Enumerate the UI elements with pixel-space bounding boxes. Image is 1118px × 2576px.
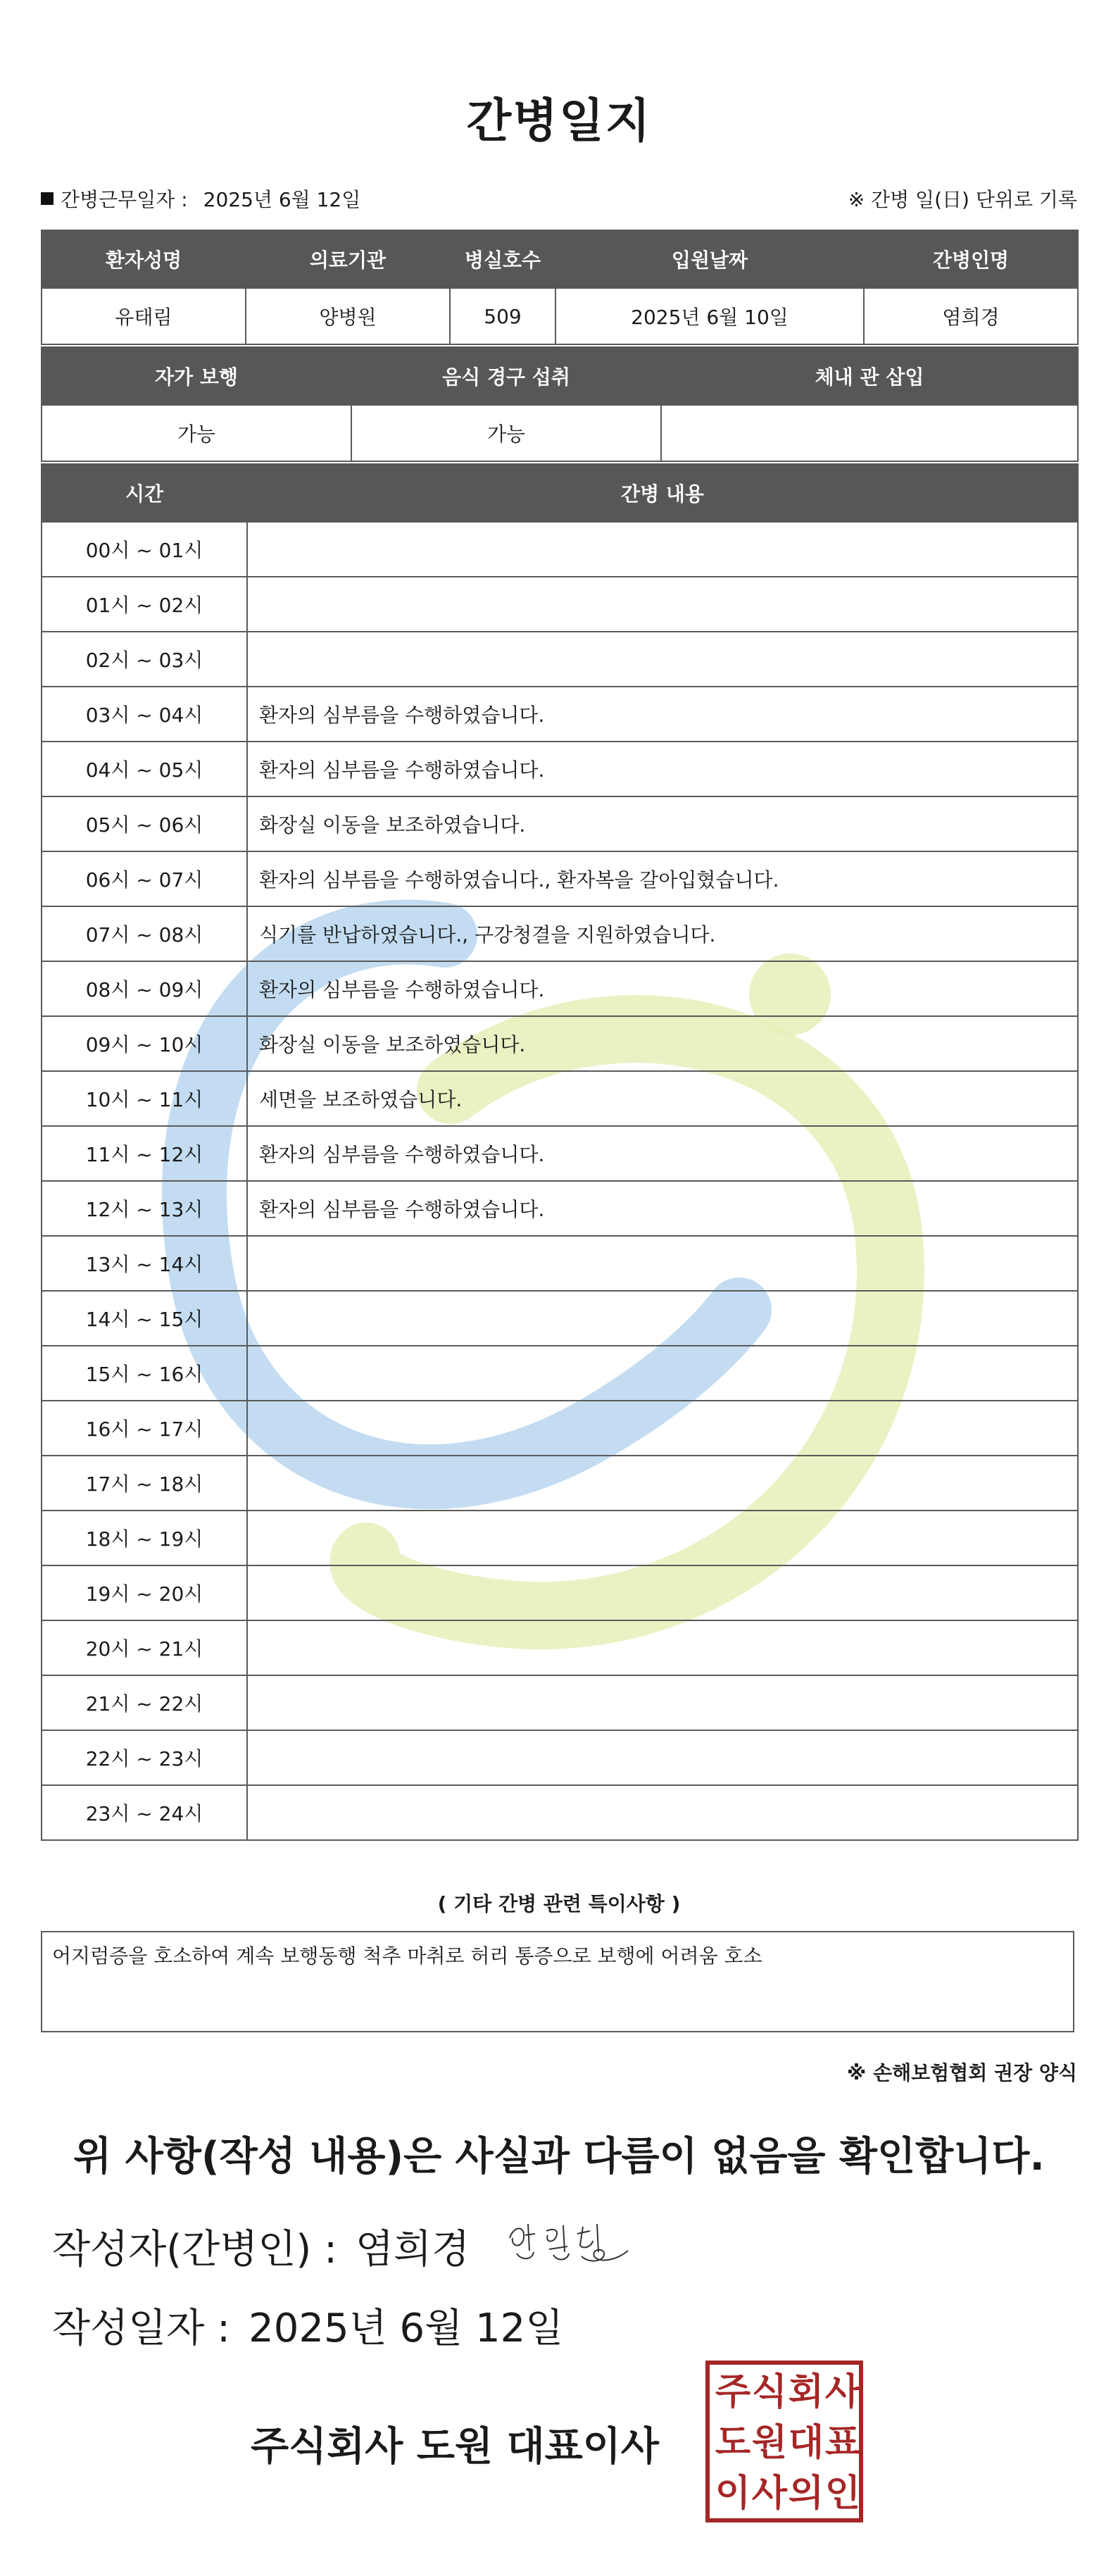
care-log-row [42,1016,1078,1071]
written-date-label: 작성일자 : [52,2306,231,2351]
care-log-time: 16시 ~ 17시 [42,1401,247,1456]
document-title: 간병일지 [466,94,652,148]
seal-char: 사 [751,2472,788,2515]
care-log-row [42,961,1078,1016]
care-log-content [247,1236,1078,1291]
care-log-row [42,522,1078,577]
care-log-row [42,742,1078,796]
care-log-content [247,1620,1078,1675]
care-log-time: 05시 ~ 06시 [42,796,247,851]
care-log-row [42,1126,1078,1181]
care-log-time: 18시 ~ 19시 [42,1511,247,1565]
written-date-value: 2025년 6월 12일 [249,2306,564,2351]
seal-char: 원 [751,2422,788,2464]
ability-table [41,346,1079,462]
recommend-note: ※ 손해보험협회 권장 양식 [847,2061,1077,2084]
care-log-row [42,1346,1078,1401]
care-log-row [42,1785,1078,1840]
seal-char: 사 [824,2371,861,2413]
care-log-row [42,1565,1078,1620]
care-log-row [42,796,1078,851]
care-log-time: 12시 ~ 13시 [42,1181,247,1236]
seal-char: 식 [751,2371,788,2413]
care-log-content: 환자의 심부름을 수행하였습니다. [247,1126,1078,1181]
seal-char: 주 [715,2371,751,2413]
header-admission-date: 입원날짜 [555,230,864,288]
care-log-row [42,1456,1078,1511]
care-log-content: 환자의 심부름을 수행하였습니다. [247,687,1078,742]
care-log-row [42,1071,1078,1126]
record-note: ※ 간병 일(日) 단위로 기록 [848,188,1077,211]
care-log-time: 09시 ~ 10시 [42,1016,247,1071]
header-oral-intake: 음식 경구 섭취 [351,347,661,405]
patient-name: 유태림 [42,288,246,344]
care-log-content [247,1291,1078,1346]
company-representative: 주식회사 도원 대표이사 [251,2424,659,2470]
square-bullet-icon [41,192,54,205]
work-date-label: 간병근무일자 : [61,188,188,211]
work-date-line [41,185,1077,220]
care-log-time: 14시 ~ 15시 [42,1291,247,1346]
writer-line [52,2218,470,2275]
care-log-content: 환자의 심부름을 수행하였습니다. [247,1181,1078,1236]
care-log-time: 01시 ~ 02시 [42,577,247,632]
care-log-row [42,1181,1078,1236]
header-hospital: 의료기관 [246,230,450,288]
writer-name: 염희경 [355,2227,470,2272]
seal-char: 도 [715,2422,751,2464]
care-log-time: 19시 ~ 20시 [42,1565,247,1620]
seal-char: 의 [788,2472,824,2515]
work-date [41,185,360,213]
care-log-row [42,687,1078,742]
seal-char: 회 [788,2371,824,2413]
care-log-time: 17시 ~ 18시 [42,1456,247,1511]
caregiver-name: 염희경 [864,288,1078,344]
care-log-row [42,577,1078,632]
care-log-time: 03시 ~ 04시 [42,687,247,742]
care-log-time: 02시 ~ 03시 [42,632,247,687]
care-log-content [247,1346,1078,1401]
header-care-content: 간병 내용 [247,464,1078,522]
care-log-time: 00시 ~ 01시 [42,522,247,577]
care-log-row [42,1291,1078,1346]
care-log-time: 15시 ~ 16시 [42,1346,247,1401]
handwritten-signature [504,2217,638,2270]
care-log-row [42,632,1078,687]
self-walking: 가능 [42,405,351,461]
room-number: 509 [450,288,555,344]
patient-table [41,230,1079,345]
ability-table-row [42,405,1078,461]
care-log-content: 환자의 심부름을 수행하였습니다. [247,961,1078,1016]
care-log-content: 환자의 심부름을 수행하였습니다., 환자복을 갈아입혔습니다. [247,851,1078,906]
seal-char: 인 [824,2472,861,2515]
care-log-header [42,464,1078,522]
notes-box: 어지럼증을 호소하여 계속 보행동행 척추 마취로 허리 통증으로 보행에 어려움 호소 [41,1931,1074,2032]
care-log-time: 04시 ~ 05시 [42,742,247,796]
company-seal-stamp [705,2361,863,2522]
care-log-row [42,1730,1078,1785]
care-log-row [42,1401,1078,1456]
header-time: 시간 [42,464,247,522]
care-log-row [42,851,1078,906]
header-room-number: 병실호수 [450,230,555,288]
care-log-table [41,463,1079,1841]
care-log-content: 환자의 심부름을 수행하였습니다. [247,742,1078,796]
care-log-time: 22시 ~ 23시 [42,1730,247,1785]
care-log-content [247,1511,1078,1565]
care-log-time: 10시 ~ 11시 [42,1071,247,1126]
care-log-body [42,522,1078,1840]
seal-char: 표 [824,2422,861,2464]
care-log-content [247,1785,1078,1840]
admission-date: 2025년 6월 10일 [555,288,864,344]
care-log-content [247,1730,1078,1785]
notes-title: ( 기타 간병 관련 특이사항 ) [437,1892,681,1915]
patient-table-header [42,230,1078,288]
care-log-content [247,522,1078,577]
header-patient-name: 환자성명 [42,230,246,288]
care-log-time: 07시 ~ 08시 [42,906,247,961]
care-log-time: 13시 ~ 14시 [42,1236,247,1291]
care-log-row [42,1511,1078,1565]
care-log-content: 화장실 이동을 보조하였습니다. [247,1016,1078,1071]
care-log-content [247,1675,1078,1730]
confirm-statement: 위 사항(작성 내용)은 사실과 다름이 없음을 확인합니다. [73,2134,1045,2180]
writer-label: 작성자(간병인) : [52,2227,337,2272]
care-log-time: 06시 ~ 07시 [42,851,247,906]
seal-char: 이 [715,2472,751,2515]
header-self-walking: 자가 보행 [42,347,351,405]
care-log-time: 23시 ~ 24시 [42,1785,247,1840]
tube-insertion [661,405,1078,461]
header-caregiver-name: 간병인명 [864,230,1078,288]
care-log-row [42,906,1078,961]
care-log-time: 21시 ~ 22시 [42,1675,247,1730]
oral-intake: 가능 [351,405,661,461]
care-log-row [42,1620,1078,1675]
header-tube-insertion: 체내 관 삽입 [661,347,1078,405]
written-date-line [52,2297,563,2353]
ability-table-header [42,347,1078,405]
hospital: 양병원 [246,288,450,344]
care-log-row [42,1675,1078,1730]
care-log-content [247,577,1078,632]
care-log-content: 세면을 보조하였습니다. [247,1071,1078,1126]
care-log-row [42,1236,1078,1291]
care-log-time: 20시 ~ 21시 [42,1620,247,1675]
care-log-content [247,632,1078,687]
care-log-content [247,1456,1078,1511]
care-log-content: 화장실 이동을 보조하였습니다. [247,796,1078,851]
care-log-content [247,1401,1078,1456]
care-log-time: 08시 ~ 09시 [42,961,247,1016]
care-log-content [247,1565,1078,1620]
care-log-time: 11시 ~ 12시 [42,1126,247,1181]
care-log-content: 식기를 반납하였습니다., 구강청결을 지원하였습니다. [247,906,1078,961]
patient-table-row [42,288,1078,344]
work-date-value: 2025년 6월 12일 [203,188,361,211]
seal-char: 대 [788,2422,824,2464]
